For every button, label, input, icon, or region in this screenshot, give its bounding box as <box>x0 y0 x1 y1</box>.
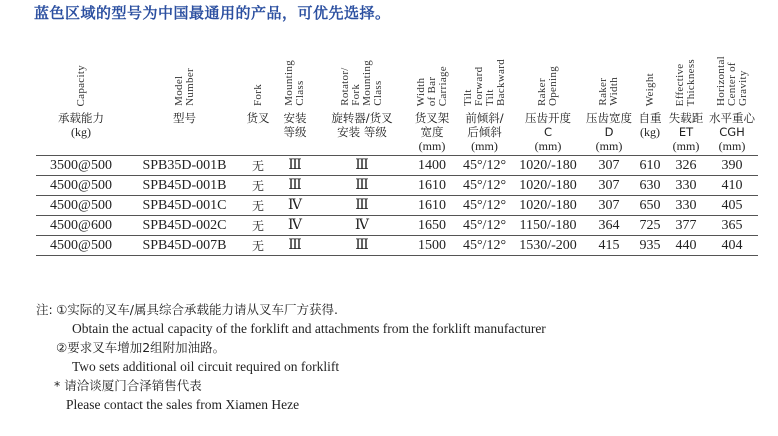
cell-model: SPB45D-001C <box>126 196 243 216</box>
cell-mounting: Ⅲ <box>273 176 317 196</box>
cell-fork: 无 <box>243 176 273 196</box>
cell-capacity: 4500@500 <box>36 236 126 256</box>
cell-capacity: 4500@500 <box>36 176 126 196</box>
cell-width: 1610 <box>407 176 457 196</box>
spec-table <box>36 29 758 256</box>
cell-fork: 无 <box>243 216 273 236</box>
cell-mounting: Ⅳ <box>273 196 317 216</box>
cell-raker-opening: 1020/-180 <box>512 176 584 196</box>
cell-raker-opening: 1020/-180 <box>512 156 584 176</box>
note-3-en: Please contact the sales from Xiamen Heze <box>66 397 300 412</box>
col-tilt-cn: 前倾斜/ 后倾斜 (mm) <box>465 111 504 153</box>
banner-title: 蓝色区域的型号为中国最通用的产品，可优先选择。 <box>34 4 391 22</box>
col-mounting-cn: 安装 等级 <box>283 111 307 139</box>
col-thickness-cn: 失载距 ET (mm) <box>668 111 704 153</box>
col-model-cn: 型号 <box>173 111 196 125</box>
cell-model: SPB45D-001B <box>126 176 243 196</box>
col-capacity-cn: 承载能力 (kg) <box>58 111 104 139</box>
cell-rotator: Ⅲ <box>317 176 407 196</box>
col-thickness-header: Effective Thickness <box>674 58 697 106</box>
notes-section <box>36 300 546 414</box>
cell-weight: 610 <box>634 156 666 176</box>
col-raker-opening-cn: 压齿开度 C (mm) <box>525 111 571 153</box>
header-chinese-row <box>36 111 758 156</box>
cell-fork: 无 <box>243 236 273 256</box>
col-width-header: Width of Bar Carriage <box>414 65 449 106</box>
cell-width: 1610 <box>407 196 457 216</box>
cell-model: SPB45D-007B <box>126 236 243 256</box>
cell-capacity: 4500@600 <box>36 216 126 236</box>
col-fork-header: Fork <box>251 84 264 106</box>
cell-thickness: 377 <box>666 216 706 236</box>
col-raker-opening-header: Raker Opening <box>536 66 559 106</box>
cell-cgh: 365 <box>706 216 758 236</box>
cell-cgh: 390 <box>706 156 758 176</box>
cell-capacity: 3500@500 <box>36 156 126 176</box>
col-raker-width-cn: 压齿宽度 D (mm) <box>586 111 632 153</box>
cell-fork: 无 <box>243 196 273 216</box>
table-row <box>36 156 758 176</box>
col-rotator-header: Rotator/ Fork Mounting Class <box>339 60 384 106</box>
col-rotator-cn: 旋转器/货叉 安装 等级 <box>331 111 393 139</box>
cell-thickness: 330 <box>666 196 706 216</box>
cell-raker-width: 307 <box>584 156 634 176</box>
cell-mounting: Ⅲ <box>273 156 317 176</box>
cell-rotator: Ⅲ <box>317 236 407 256</box>
col-cgh-cn: 水平重心 CGH (mm) <box>709 111 755 153</box>
cell-width: 1400 <box>407 156 457 176</box>
cell-weight: 935 <box>634 236 666 256</box>
note-3-cn: * 请洽谈厦门合泽销售代表 <box>54 378 202 393</box>
cell-width: 1500 <box>407 236 457 256</box>
col-mounting-header: Mounting Class <box>283 60 306 106</box>
col-capacity-header: Capacity <box>74 64 87 106</box>
cell-raker-opening: 1150/-180 <box>512 216 584 236</box>
cell-cgh: 404 <box>706 236 758 256</box>
cell-weight: 725 <box>634 216 666 236</box>
cell-cgh: 410 <box>706 176 758 196</box>
cell-thickness: 330 <box>666 176 706 196</box>
col-weight-header: Weight <box>643 72 656 106</box>
cell-tilt: 45°/12° <box>457 176 512 196</box>
cell-tilt: 45°/12° <box>457 216 512 236</box>
cell-raker-opening: 1530/-200 <box>512 236 584 256</box>
cell-fork: 无 <box>243 156 273 176</box>
note-1-cn: 注: ①实际的叉车/属具综合承载能力请从叉车厂方获得. <box>36 302 338 317</box>
cell-raker-opening: 1020/-180 <box>512 196 584 216</box>
cell-thickness: 440 <box>666 236 706 256</box>
table-body <box>36 156 758 256</box>
col-weight-cn: 自重 (kg) <box>638 111 662 139</box>
note-2-en: Two sets additional oil circuit required on forklift <box>72 359 340 374</box>
cell-width: 1650 <box>407 216 457 236</box>
col-cgh-header: Horizontal Center of Gravity <box>714 55 749 106</box>
note-1-en: Obtain the actual capacity of the forklift and attachments from the forklift manufacturer <box>72 321 546 336</box>
cell-tilt: 45°/12° <box>457 236 512 256</box>
cell-raker-width: 415 <box>584 236 634 256</box>
cell-raker-width: 364 <box>584 216 634 236</box>
cell-raker-width: 307 <box>584 176 634 196</box>
cell-model: SPB45D-002C <box>126 216 243 236</box>
cell-tilt: 45°/12° <box>457 156 512 176</box>
cell-weight: 650 <box>634 196 666 216</box>
col-tilt-header: Tilt Forward Tilt Backward <box>461 59 507 106</box>
cell-raker-width: 307 <box>584 196 634 216</box>
table-row <box>36 176 758 196</box>
cell-rotator: Ⅲ <box>317 156 407 176</box>
cell-thickness: 326 <box>666 156 706 176</box>
table-row <box>36 216 758 236</box>
col-model-header: Model Number <box>172 68 196 106</box>
col-fork-cn: 货叉 <box>246 111 270 125</box>
table-row <box>36 196 758 216</box>
cell-mounting: Ⅲ <box>273 236 317 256</box>
header-english-row <box>36 29 758 111</box>
cell-model: SPB35D-001B <box>126 156 243 176</box>
note-2-cn: ②要求叉车增加2组附加油路。 <box>56 340 226 355</box>
col-width-cn: 货叉架 宽度 (mm) <box>414 111 450 153</box>
cell-tilt: 45°/12° <box>457 196 512 216</box>
cell-rotator: Ⅳ <box>317 216 407 236</box>
table-row <box>36 236 758 256</box>
cell-rotator: Ⅲ <box>317 196 407 216</box>
cell-weight: 630 <box>634 176 666 196</box>
cell-capacity: 4500@500 <box>36 196 126 216</box>
cell-mounting: Ⅳ <box>273 216 317 236</box>
col-raker-width-header: Raker Width <box>597 77 620 106</box>
cell-cgh: 405 <box>706 196 758 216</box>
